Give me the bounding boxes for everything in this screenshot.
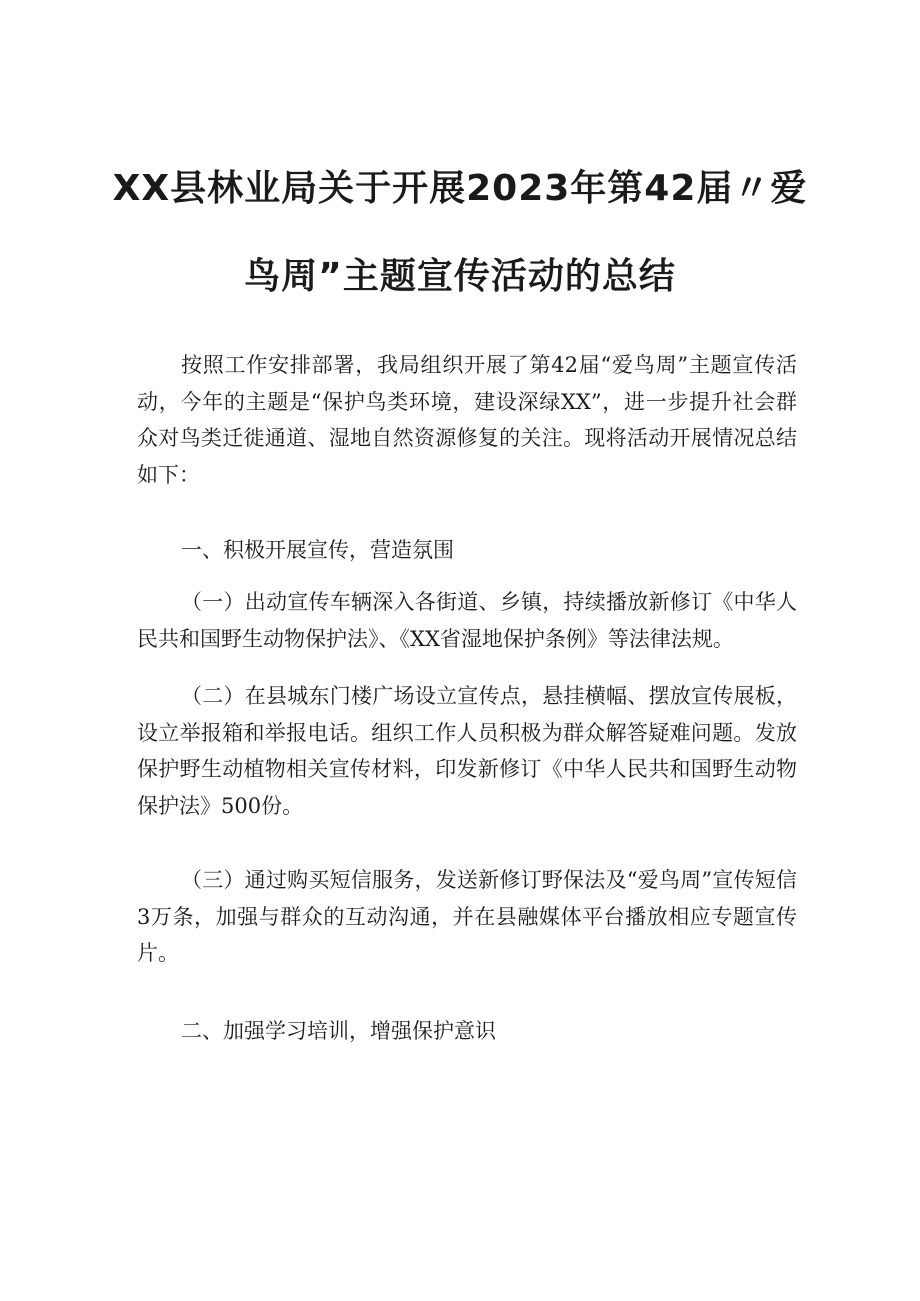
- section-1-heading: 一、积极开展宣传，营造氛围: [181, 538, 454, 562]
- document-title-line-2: 鸟周”主题宣传活动的总结: [244, 256, 676, 297]
- intro-paragraph: 按照工作安排部署，我局组织开展了第42届“爱鸟周”主题宣传活动，今年的主题是“保护鸟类环境，建设深绿XX”，进一步提升社会群众对鸟类迁徙通道、湿地自然资源修复的关注。现将活动开展情况总结如下：: [137, 353, 797, 487]
- section-2-heading: 二、加强学习培训，增强保护意识: [181, 1019, 496, 1043]
- item-3-paragraph: （三）通过购买短信服务，发送新修订野保法及“爱鸟周”宣传短信3万条，加强与群众的互动沟通，并在县融媒体平台播放相应专题宣传片。: [137, 868, 797, 965]
- document-title-line-1: XX县林业局关于开展2023年第42届〃爱: [112, 168, 808, 209]
- item-1-paragraph: （一）出动宣传车辆深入各街道、乡镇，持续播放新修订《中华人民共和国野生动物保护法》、《XX省湿地保护条例》等法律法规。: [137, 590, 797, 651]
- item-2-paragraph: （二）在县城东门楼广场设立宣传点，悬挂横幅、摆放宣传展板，设立举报箱和举报电话。组织工作人员积极为群众解答疑难问题。发放保护野生动植物相关宣传材料，印发新修订《中华人民共和国野生动物保护法》500份。: [137, 684, 797, 818]
